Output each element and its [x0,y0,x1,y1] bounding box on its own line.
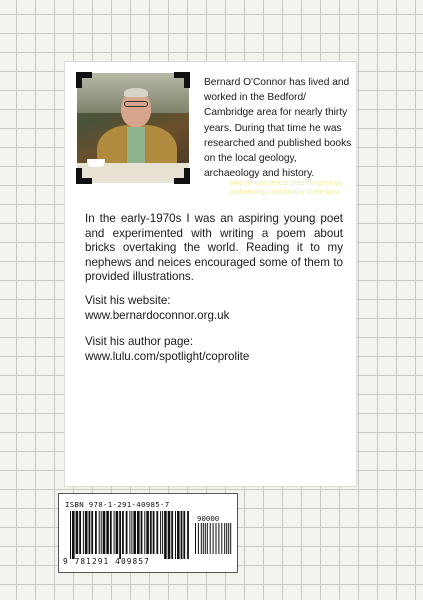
barcode-bar [114,511,115,554]
poem-paragraph: In the early-1970s I was an aspiring young poet and experimented with writing a poem about bricks overtaking the world. Reading it to my nephews and neices encouraged some of them to provided illustrations. [85,212,343,284]
barcode-bar [146,511,149,554]
barcode-bar [141,511,143,554]
barcode-bar [183,511,185,559]
barcode-bar [210,523,211,554]
website-url: www.bernardoconnor.org.uk [85,308,230,322]
barcode-bar [171,511,173,559]
price-barcode-bars [195,523,233,559]
author-photo [77,73,189,183]
barcode-bar [83,511,84,554]
barcode-bar [129,511,130,554]
barcode-bar [122,511,124,554]
barcode-bar [101,511,102,554]
barcode-bar [228,523,229,554]
author-bio-faded-text: time he was researched the geology, archaeology and history of the area [230,180,344,196]
barcode-bar [72,511,75,559]
author-photo-frame [77,73,189,183]
barcode-bar [221,523,222,554]
barcode-bar [70,511,71,559]
barcode-bar [160,511,161,554]
content-panel [65,62,356,486]
barcode-bar [133,511,136,554]
author-page-label: Visit his author page: [85,335,194,348]
website-block [85,294,345,323]
barcode-bar [226,523,227,554]
barcode-bar [131,511,132,554]
barcode-bar [218,523,219,554]
photo-cup [87,159,105,167]
barcode-bar [89,511,91,554]
photo-glasses [124,101,148,107]
barcode-bar [150,511,152,554]
photo-corner-top-left [76,72,92,88]
ean-digits: 9 781291 409857 [63,557,150,566]
barcode-bar [110,511,112,554]
barcode-bar [177,511,180,559]
website-label: Visit his website: [85,294,171,307]
barcode-bar [95,511,97,554]
photo-hair [124,88,148,97]
isbn-barcode-box [58,493,238,573]
photo-corner-top-right [174,72,190,88]
barcode-bar [216,523,217,554]
ean-barcode-bars [70,511,190,559]
barcode-bar [201,523,202,554]
barcode-bar [99,511,100,554]
isbn-label: ISBN 978-1-291-40985-7 [65,500,170,509]
barcode-bar [126,511,128,554]
barcode-bar [175,511,176,559]
barcode-bar [213,523,214,554]
author-page-block [85,335,345,364]
barcode-bar [230,523,231,554]
author-bio: Bernard O'Connor has lived and worked in the Bedford/ Cambridge area for nearly thirty years. During that time he was researched and published books on the local geology, archaeology and history. [204,77,352,180]
barcode-bar [164,511,167,559]
photo-corner-bottom-left [76,168,92,184]
barcode-bar [137,511,140,554]
barcode-bar [144,511,145,554]
barcode-bar [205,523,206,554]
barcode-bar [91,511,93,554]
price-code: 90000 [197,514,220,523]
barcode-bar [103,511,106,554]
author-page-url: www.lulu.com/spotlight/coprolite [85,349,250,363]
barcode-bar [106,511,109,554]
barcode-bar [162,511,163,554]
barcode-bar [76,511,79,554]
barcode-bar [119,511,121,559]
barcode-bar [203,523,204,554]
barcode-bar [224,523,225,554]
barcode-bar [207,523,208,554]
photo-corner-bottom-right [174,168,190,184]
barcode-bar [195,523,196,554]
barcode-bar [198,523,199,554]
barcode-bar [116,511,119,554]
barcode-bar [168,511,171,559]
barcode-bar [156,511,158,554]
barcode-bar [187,511,189,559]
barcode-bar [153,511,155,554]
barcode-bar [181,511,183,559]
barcode-bar [85,511,88,554]
barcode-bar [79,511,81,554]
